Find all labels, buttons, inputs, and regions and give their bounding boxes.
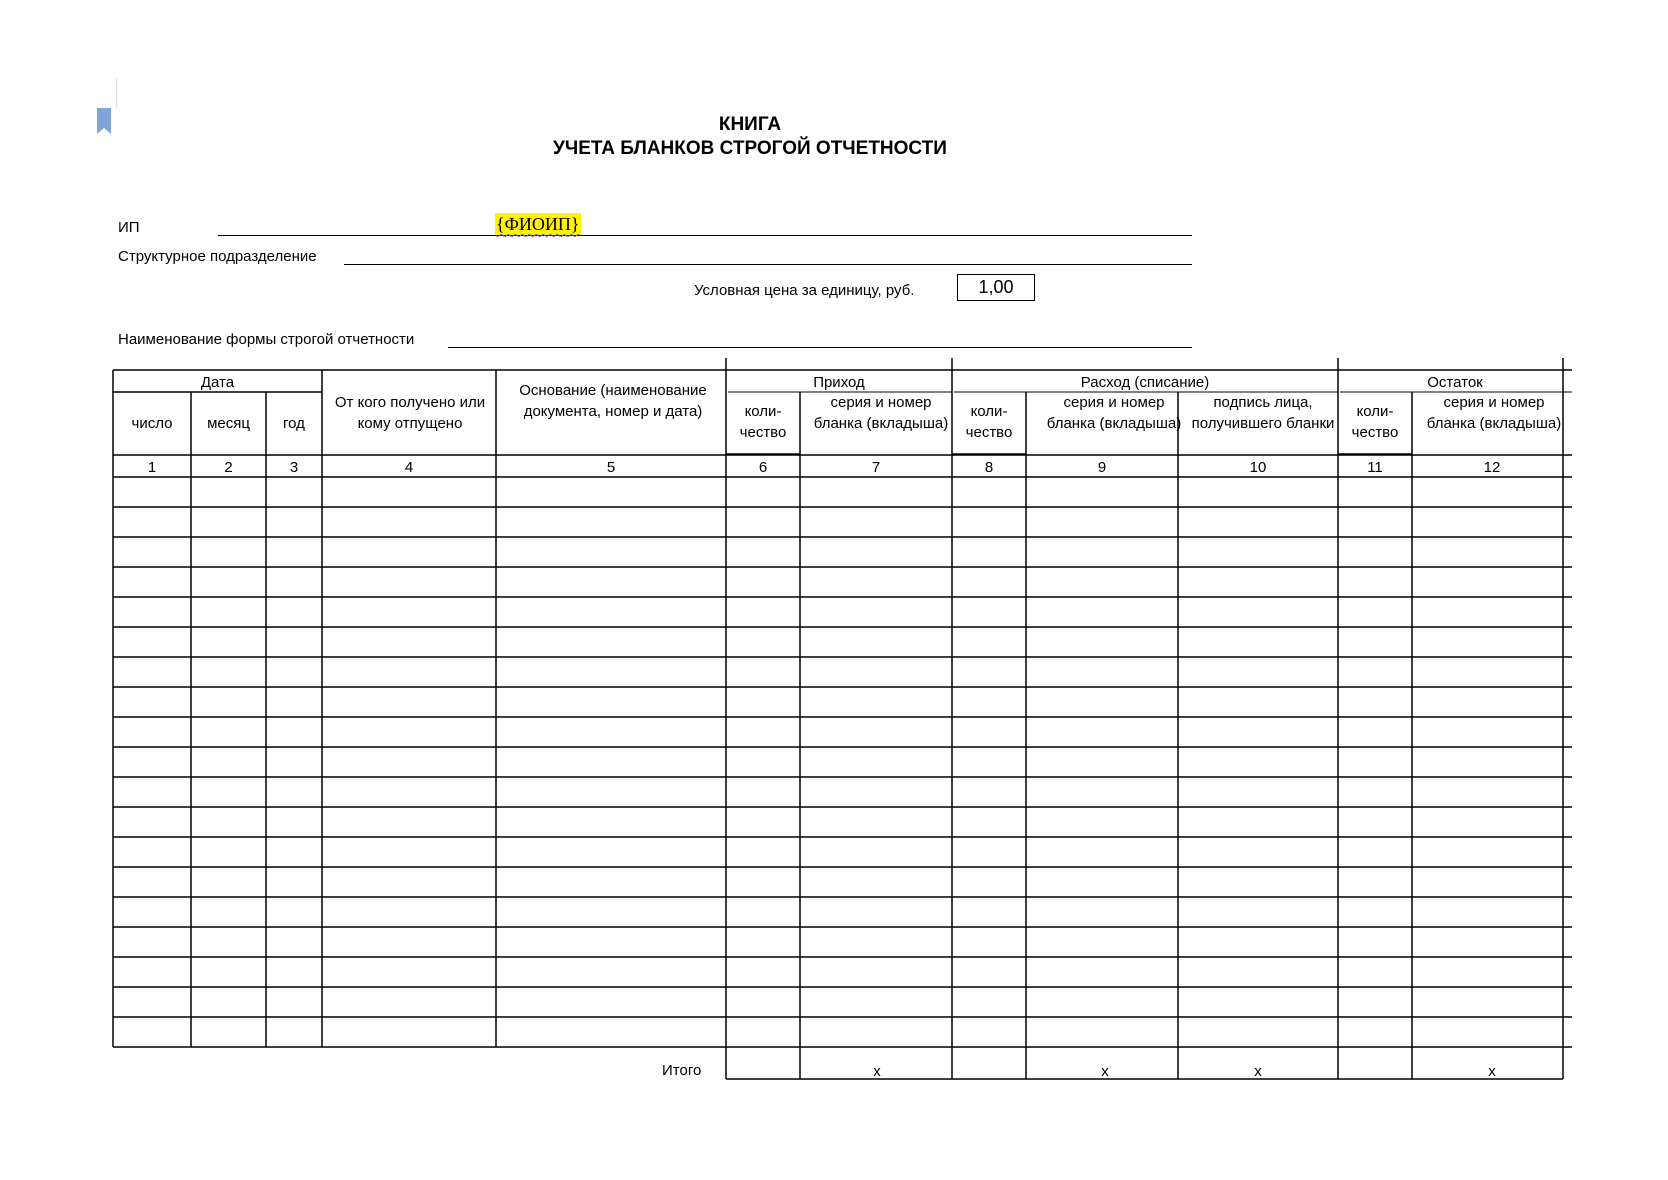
col-number: 12 — [1483, 459, 1501, 476]
col-number: 1 — [147, 459, 157, 476]
price-label: Условная цена за единицу, руб. — [694, 282, 915, 299]
total-mark: x — [1488, 1063, 1496, 1080]
col-number: 4 — [404, 459, 414, 476]
col-number: 5 — [606, 459, 616, 476]
col-header-month: месяц — [207, 415, 250, 432]
col-header-expense-series: серия и номер бланка (вкладыша) — [1046, 394, 1182, 432]
header-expense: Расход (списание) — [1080, 374, 1210, 391]
col-header-income-qty: коли-чество — [739, 403, 787, 441]
col-header-balance-series: серия и номер бланка (вкладыша) — [1426, 394, 1562, 432]
col-header-basis: Основание (наименование документа, номер и дата) — [519, 382, 707, 420]
col-number: 3 — [289, 459, 299, 476]
col-header-from-whom: От кого получено или кому отпущено — [334, 394, 486, 432]
header-date: Дата — [200, 374, 235, 391]
total-mark: x — [1254, 1063, 1262, 1080]
col-header-expense-qty: коли-чество — [965, 403, 1013, 441]
document-title: КНИГА — [718, 114, 782, 135]
col-header-year: год — [283, 415, 305, 432]
col-number: 10 — [1249, 459, 1267, 476]
header-balance: Остаток — [1427, 374, 1483, 391]
ip-value[interactable]: {ФИОИП} — [496, 214, 580, 234]
col-header-signature: подпись лица, получившего бланки — [1191, 394, 1335, 432]
header-income: Приход — [813, 374, 865, 391]
col-number: 6 — [758, 459, 768, 476]
col-number: 9 — [1097, 459, 1107, 476]
price-value-box[interactable]: 1,00 — [957, 274, 1035, 301]
col-header-balance-qty: коли-чество — [1351, 403, 1399, 441]
division-label: Структурное подразделение — [118, 248, 317, 265]
ip-label: ИП — [118, 219, 140, 236]
col-number: 7 — [871, 459, 881, 476]
col-number: 11 — [1367, 459, 1383, 476]
col-number: 2 — [224, 459, 233, 476]
total-mark: x — [873, 1063, 881, 1080]
document-subtitle: УЧЕТА БЛАНКОВ СТРОГОЙ ОТЧЕТНОСТИ — [553, 138, 947, 159]
col-number: 8 — [984, 459, 994, 476]
total-mark: x — [1101, 1063, 1109, 1080]
total-label: Итого — [662, 1062, 702, 1079]
form-name-label: Наименование формы строгой отчетности — [118, 331, 415, 348]
col-header-day: число — [131, 415, 173, 432]
col-header-income-series: серия и номер бланка (вкладыша) — [813, 394, 949, 432]
